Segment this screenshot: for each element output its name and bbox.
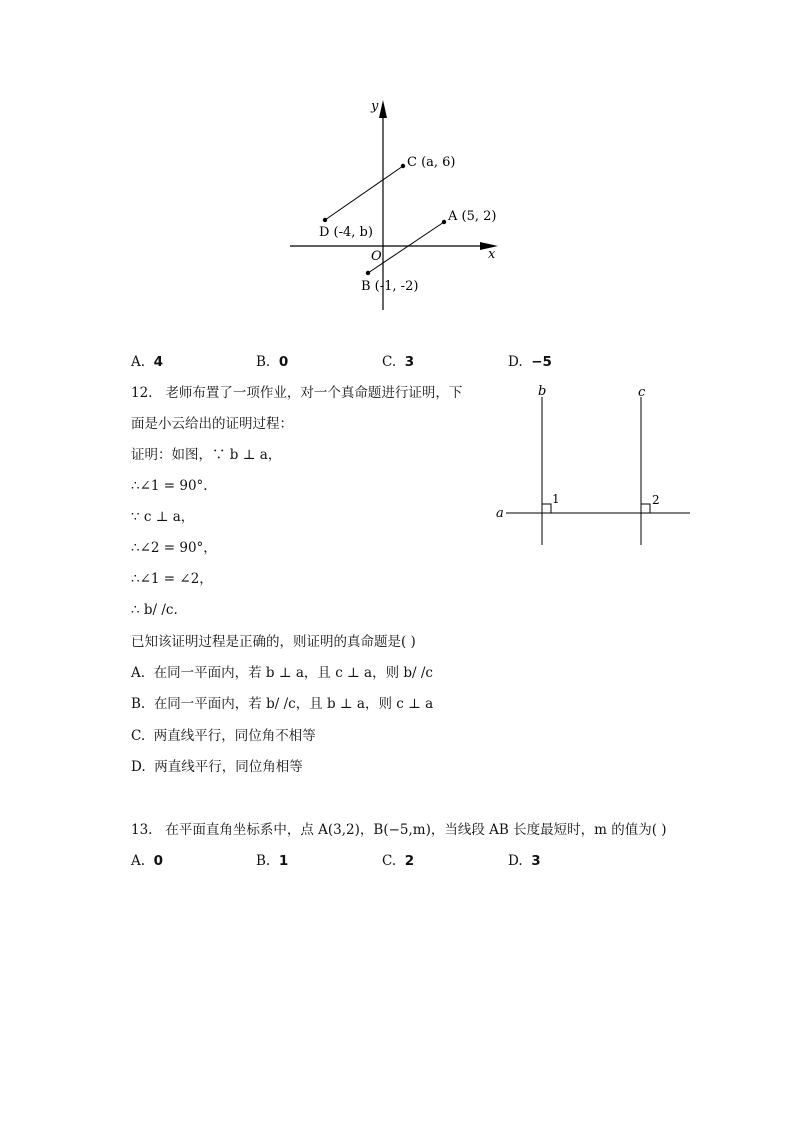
- point-a-dot: [442, 220, 446, 224]
- option-value: 2: [404, 853, 415, 869]
- option-letter: A.: [131, 354, 146, 370]
- proof-line-3: ∵ c ⊥ a，: [131, 509, 195, 525]
- angle-1-label: 1: [552, 492, 560, 506]
- proof-line-5: ∴∠1 = ∠2，: [131, 571, 213, 587]
- segment-dc: [325, 166, 403, 220]
- point-c-label: C (a, 6): [407, 155, 456, 170]
- y-axis-arrow: [379, 100, 387, 118]
- q11-option-b[interactable]: [256, 356, 288, 370]
- option-text: 在同一平面内，若 b/ /c，且 b ⊥ a，则 c ⊥ a: [153, 696, 434, 712]
- point-b-label: B (-1, -2): [361, 279, 419, 294]
- option-value: −5: [531, 354, 552, 370]
- option-letter: A.: [131, 665, 146, 681]
- proof-line-4: ∴∠2 = 90°，: [131, 540, 217, 556]
- right-angle-mark-1: [542, 504, 551, 513]
- angle-2-label: 2: [652, 493, 660, 507]
- q12-option-c[interactable]: [131, 730, 316, 744]
- option-value: 1: [278, 853, 289, 869]
- option-letter: C.: [131, 728, 146, 744]
- origin-label: O: [371, 249, 382, 264]
- point-c-dot: [401, 164, 405, 168]
- question-number: 13.: [131, 822, 153, 838]
- point-d-dot: [323, 218, 327, 222]
- option-letter: D.: [508, 853, 523, 869]
- right-angle-mark-2: [641, 504, 650, 513]
- proof-line-6: ∴ b/ /c.: [131, 602, 178, 618]
- option-value: 4: [153, 354, 164, 370]
- option-text: 两直线平行，同位角相等: [154, 759, 303, 775]
- option-letter: C.: [382, 354, 397, 370]
- coordinate-figure: [0, 0, 794, 330]
- proof-line-2: ∴∠1 = 90°.: [131, 478, 208, 494]
- proof-line-1: 证明：如图，∵ b ⊥ a，: [131, 447, 282, 463]
- point-b-dot: [366, 271, 370, 275]
- line-a-label: a: [496, 506, 504, 521]
- option-letter: A.: [131, 853, 146, 869]
- q13-stem: [131, 824, 667, 838]
- perpendicular-figure: [490, 375, 710, 555]
- q12-option-b[interactable]: [131, 698, 433, 712]
- point-a-label: A (5, 2): [448, 209, 497, 224]
- q13-option-b[interactable]: [256, 855, 288, 869]
- line-c-label: c: [638, 385, 646, 400]
- q13-option-c[interactable]: [382, 855, 414, 869]
- option-letter: D.: [508, 354, 523, 370]
- option-letter: C.: [382, 853, 397, 869]
- option-value: 3: [531, 853, 541, 869]
- q12-question: 已知该证明过程是正确的，则证明的真命题是( ): [131, 634, 416, 650]
- q11-option-c[interactable]: [382, 356, 414, 370]
- q11-option-d[interactable]: [508, 356, 552, 370]
- option-text: 在同一平面内，若 b ⊥ a，且 c ⊥ a，则 b/ /c: [153, 665, 433, 681]
- axis-y-label: y: [371, 99, 379, 114]
- option-letter: B.: [256, 853, 271, 869]
- option-value: 0: [278, 354, 289, 370]
- q12-option-d[interactable]: [131, 761, 303, 775]
- question-stem: 老师布置了一项作业，对一个真命题进行证明，下: [165, 385, 463, 401]
- option-letter: B.: [256, 354, 271, 370]
- question-stem: 在平面直角坐标系中，点 A(3,2)，B(−5,m)，当线段 AB 长度最短时，m 的值为( ): [165, 822, 667, 838]
- option-text: 两直线平行，同位角不相等: [153, 728, 316, 744]
- option-letter: D.: [131, 759, 146, 775]
- q13-option-a[interactable]: [131, 855, 163, 869]
- question-number: 12.: [131, 385, 153, 401]
- q13-option-d[interactable]: [508, 855, 541, 869]
- segment-ba: [368, 222, 444, 273]
- q12-stem-line1: [131, 387, 462, 401]
- axis-x-label: x: [488, 247, 496, 262]
- line-b-label: b: [538, 384, 547, 399]
- q12-option-a[interactable]: [131, 667, 433, 681]
- option-letter: B.: [131, 696, 146, 712]
- q12-stem-line2: 面是小云给出的证明过程：: [131, 416, 293, 432]
- point-d-label: D (-4, b): [319, 225, 373, 240]
- q11-option-a[interactable]: [131, 356, 163, 370]
- option-value: 0: [153, 853, 164, 869]
- option-value: 3: [404, 354, 415, 370]
